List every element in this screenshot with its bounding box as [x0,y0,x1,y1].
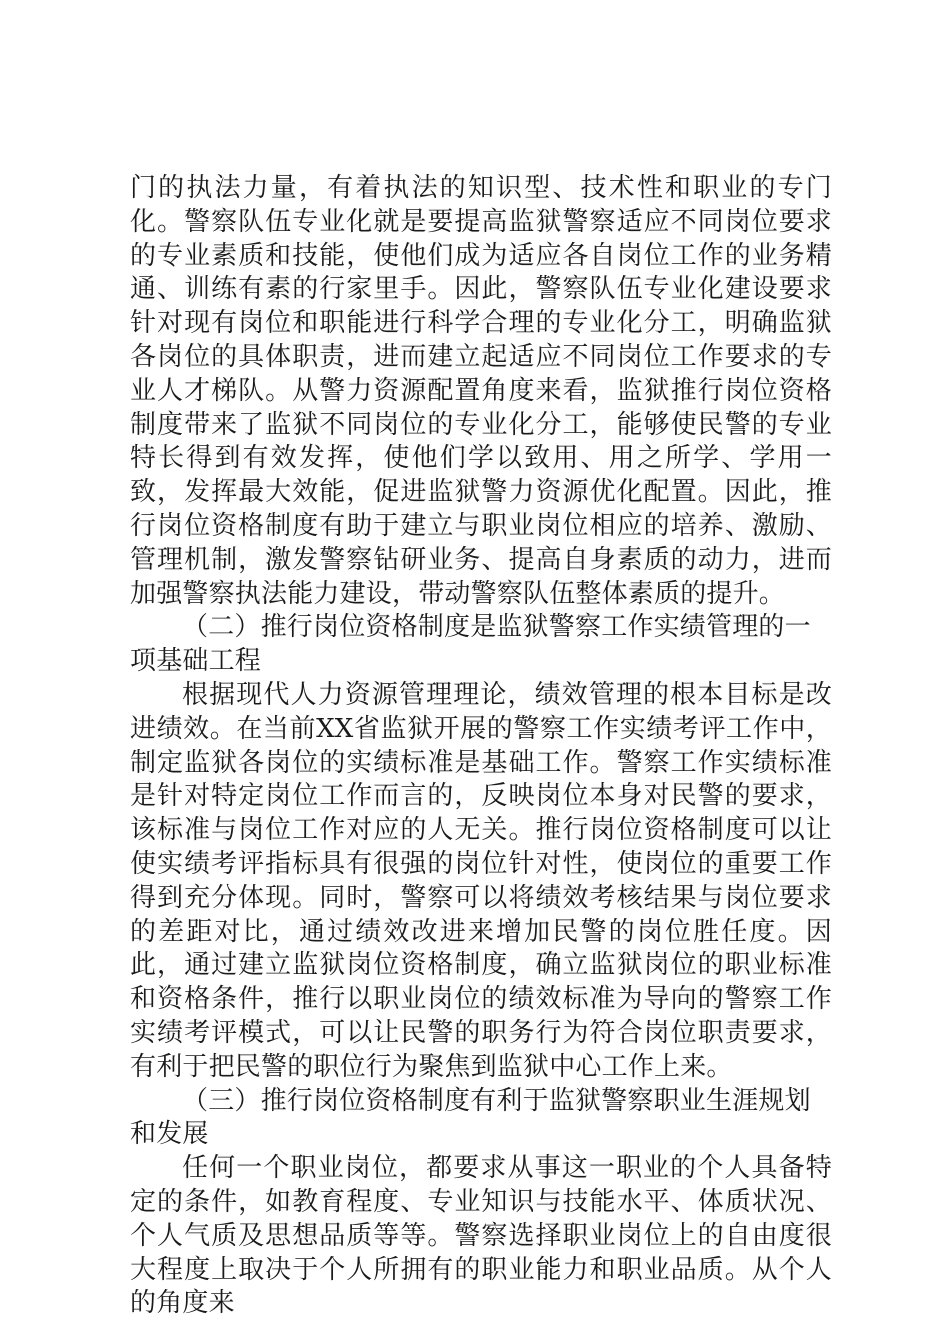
body-paragraph-2: 根据现代人力资源管理理论，绩效管理的根本目标是改进绩效。在当前XX省监狱开展的警察工作实绩考评工作中，制定监狱各岗位的实绩标准是基础工作。警察工作实绩标准是针对特定岗位工作而言的，反映岗位本身对民警的要求，该标准与岗位工作对应的人无关。推行岗位资格制度可以让使实绩考评指标具有很强的岗位针对性，使岗位的重要工作得到充分体现。同时，警察可以将绩效考核结果与岗位要求的差距对比，通过绩效改进来增加民警的岗位胜任度。因此，通过建立监狱岗位资格制度，确立监狱岗位的职业标准和资格条件，推行以职业岗位的绩效标准为导向的警察工作实绩考评模式，可以让民警的职务行为符合岗位职责要求，有利于把民警的职位行为聚焦到监狱中心工作上来。 [130,679,832,1082]
document-page [130,172,832,1321]
section-heading-3: （三）推行岗位资格制度有利于监狱警察职业生涯规划和发展 [130,1085,811,1150]
body-paragraph-continuation: 门的执法力量，有着执法的知识型、技术性和职业的专门化。警察队伍专业化就是要提高监狱警察适应不同岗位要求的专业素质和技能，使他们成为适应各自岗位工作的业务精通、训练有素的行家里手。因此，警察队伍专业化建设要求针对现有岗位和职能进行科学合理的专业化分工，明确监狱各岗位的具体职责，进而建立起适应不同岗位工作要求的专业人才梯队。从警力资源配置角度来看，监狱推行岗位资格制度带来了监狱不同岗位的专业化分工，能够使民警的专业特长得到有效发挥，使他们学以致用、用之所学、学用一致，发挥最大效能，促进监狱警力资源优化配置。因此，推行岗位资格制度有助于建立与职业岗位相应的培养、激励、管理机制，激发警察钻研业务、提高自身素质的动力，进而加强警察执法能力建设，带动警察队伍整体素质的提升。 [130,173,832,609]
section-heading-2: （二）推行岗位资格制度是监狱警察工作实绩管理的一项基础工程 [130,612,811,677]
body-paragraph-3: 任何一个职业岗位，都要求从事这一职业的个人具备特定的条件，如教育程度、专业知识与技能水平、体质状况、个人气质及思想品质等等。警察选择职业岗位上的自由度很大程度上取决于个人所拥有的职业能力和职业品质。从个人的角度来 [130,1153,832,1319]
